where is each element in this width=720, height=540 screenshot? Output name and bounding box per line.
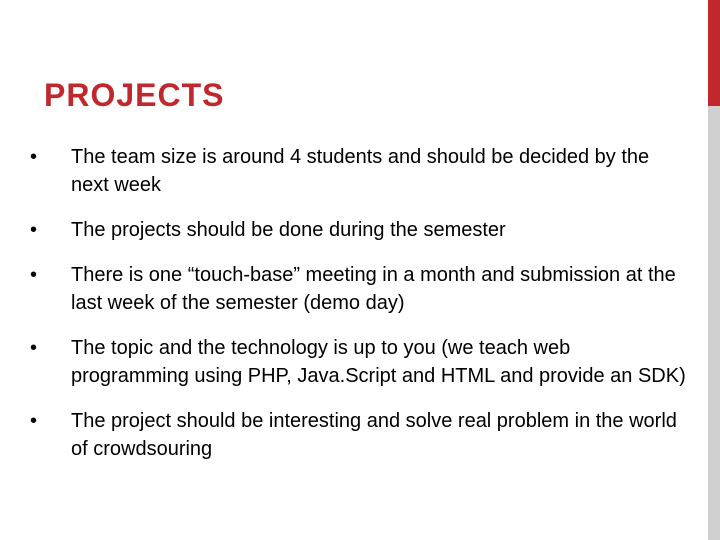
bullet-dot-icon: • — [30, 410, 38, 432]
bullet-list — [30, 143, 690, 480]
bullet-text: The team size is around 4 students and should be decided by the next week — [71, 146, 650, 196]
bullet-dot-icon: • — [30, 337, 38, 359]
accent-bar-red — [708, 0, 720, 106]
bullet-text: The project should be interesting and solve real problem in the world of crowdsouring — [71, 410, 677, 460]
bullet-item — [30, 143, 690, 199]
bullet-item — [30, 407, 690, 463]
bullet-text: The topic and the technology is up to you (we teach web programming using PHP, Java.Script and HTML and provide an SDK) — [71, 337, 686, 387]
bullet-item — [30, 216, 690, 244]
accent-bar-gray — [708, 106, 720, 540]
bullet-dot-icon: • — [30, 219, 38, 241]
slide-title: PROJECTS — [44, 77, 225, 113]
bullet-text: The projects should be done during the semester — [71, 219, 506, 241]
bullet-dot-icon: • — [30, 146, 38, 168]
bullet-item — [30, 334, 690, 390]
bullet-dot-icon: • — [30, 264, 38, 286]
bullet-text: There is one “touch-base” meeting in a month and submission at the last week of the semester (demo day) — [71, 264, 676, 314]
bullet-item — [30, 261, 690, 317]
